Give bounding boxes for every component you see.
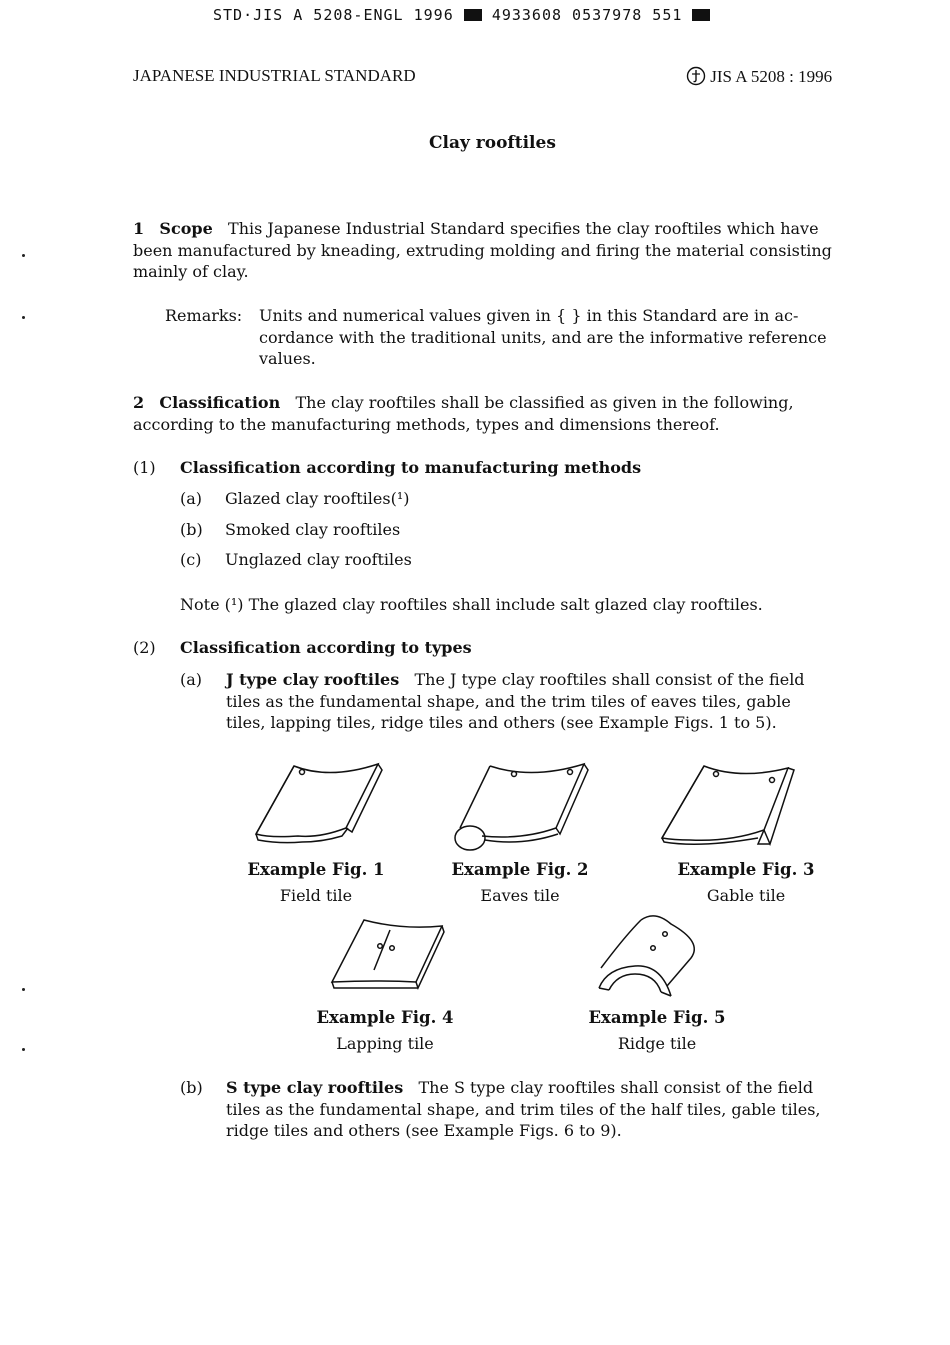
figure-title: Example Fig. 3 xyxy=(677,860,815,879)
subsection-heading: Classification according to types xyxy=(180,638,472,657)
remarks-line: Units and numerical values given in { } in this Standard are in ac- xyxy=(259,306,799,325)
list-item-label: (a) xyxy=(180,670,203,689)
paragraph-text: The S type clay rooftiles shall consist of the field xyxy=(418,1078,814,1097)
ridge-tile-illustration xyxy=(595,912,705,1002)
section-classification xyxy=(133,392,863,435)
figure-title: Example Fig. 5 xyxy=(588,1008,726,1027)
subsection-heading: Classification according to manufacturing methods xyxy=(180,458,642,477)
figure-label: Eaves tile xyxy=(480,886,560,905)
standard-label: JAPANESE INDUSTRIAL STANDARD xyxy=(133,66,416,85)
standard-number: JIS A 5208 : 1996 xyxy=(710,67,833,86)
figure-label: Lapping tile xyxy=(336,1034,434,1053)
scope-line-1 xyxy=(133,218,863,240)
figure-title: Example Fig. 2 xyxy=(451,860,589,879)
paragraph-text: according to the manufacturing methods, types and dimensions thereof. xyxy=(133,414,720,434)
figure-caption xyxy=(206,857,426,909)
footnote: Note (¹) The glazed clay rooftiles shall include salt glazed clay rooftiles. xyxy=(180,595,763,614)
paragraph-text: This Japanese Industrial Standard specifies the clay rooftiles which have xyxy=(228,219,819,238)
list-item-label: (c) xyxy=(180,550,202,569)
j-type-paragraph xyxy=(226,669,866,734)
scan-speck xyxy=(22,254,25,257)
item-heading: J type clay rooftiles xyxy=(226,670,400,689)
paragraph-text: tiles as the fundamental shape, and trim tiles of the half tiles, gable tiles, xyxy=(226,1099,821,1119)
section-heading: Scope xyxy=(159,219,213,238)
figure-caption xyxy=(410,857,630,909)
remarks-line: values. xyxy=(259,349,316,368)
field-tile-illustration xyxy=(250,758,390,848)
paragraph-text: ridge tiles and others (see Example Figs. 6 to 9). xyxy=(226,1121,622,1140)
figure-caption xyxy=(547,1005,767,1057)
list-item-label: (b) xyxy=(180,1078,203,1097)
list-item-text: Unglazed clay rooftiles xyxy=(225,550,412,569)
paragraph-text: been manufactured by kneading, extruding molding and firing the material consisting xyxy=(133,240,832,260)
s-type-line-1 xyxy=(226,1077,866,1099)
figure-title: Example Fig. 4 xyxy=(316,1008,454,1027)
subsection-number: (2) xyxy=(133,638,156,657)
scan-speck xyxy=(22,988,25,991)
figure-label: Field tile xyxy=(279,886,353,905)
section-scope xyxy=(133,218,863,283)
list-item-label: (b) xyxy=(180,520,203,539)
section-number: 2 xyxy=(133,393,145,412)
paragraph-text: tiles as the fundamental shape, and the trim tiles of eaves tiles, gable xyxy=(226,691,791,711)
code-line-left: STD·JIS A 5208-ENGL 1996 xyxy=(213,6,454,24)
eaves-tile-illustration xyxy=(452,758,592,858)
remarks-text xyxy=(259,305,859,370)
jis-mark-icon xyxy=(686,66,706,86)
document-code-strip xyxy=(213,6,710,24)
figure-label: Gable tile xyxy=(706,886,786,905)
figure-label: Ridge tile xyxy=(617,1034,697,1053)
scan-speck xyxy=(22,1048,25,1051)
scan-speck xyxy=(22,316,25,319)
paragraph-text: The J type clay rooftiles shall consist of the field xyxy=(414,670,805,689)
barcode-block xyxy=(692,9,710,21)
remarks-label: Remarks: xyxy=(165,306,243,325)
list-item-text: Glazed clay rooftiles(¹) xyxy=(225,489,410,508)
gable-tile-illustration xyxy=(660,760,800,850)
figure-caption xyxy=(275,1005,495,1057)
figure-title: Example Fig. 1 xyxy=(247,860,385,879)
j-type-line-1 xyxy=(226,669,866,691)
code-line-right: 4933608 0537978 551 xyxy=(491,6,683,24)
lapping-tile-illustration xyxy=(328,916,448,996)
page-title: Clay rooftiles xyxy=(429,133,556,153)
s-type-paragraph xyxy=(226,1077,866,1142)
classification-line-1 xyxy=(133,392,863,414)
section-heading: Classification xyxy=(159,393,281,412)
subsection-number: (1) xyxy=(133,458,156,477)
list-item-label: (a) xyxy=(180,489,203,508)
figure-caption xyxy=(636,857,856,909)
remarks-line: cordance with the traditional units, and are the informative reference xyxy=(259,327,827,347)
paragraph-text: The clay rooftiles shall be classified as given in the following, xyxy=(295,393,794,412)
list-item-text: Smoked clay rooftiles xyxy=(225,520,401,539)
barcode-block xyxy=(464,9,482,21)
section-number: 1 xyxy=(133,219,145,238)
standard-number-wrap xyxy=(686,66,832,87)
item-heading: S type clay rooftiles xyxy=(226,1078,404,1097)
paragraph-text: mainly of clay. xyxy=(133,262,249,281)
paragraph-text: tiles, lapping tiles, ridge tiles and others (see Example Figs. 1 to 5). xyxy=(226,713,777,732)
